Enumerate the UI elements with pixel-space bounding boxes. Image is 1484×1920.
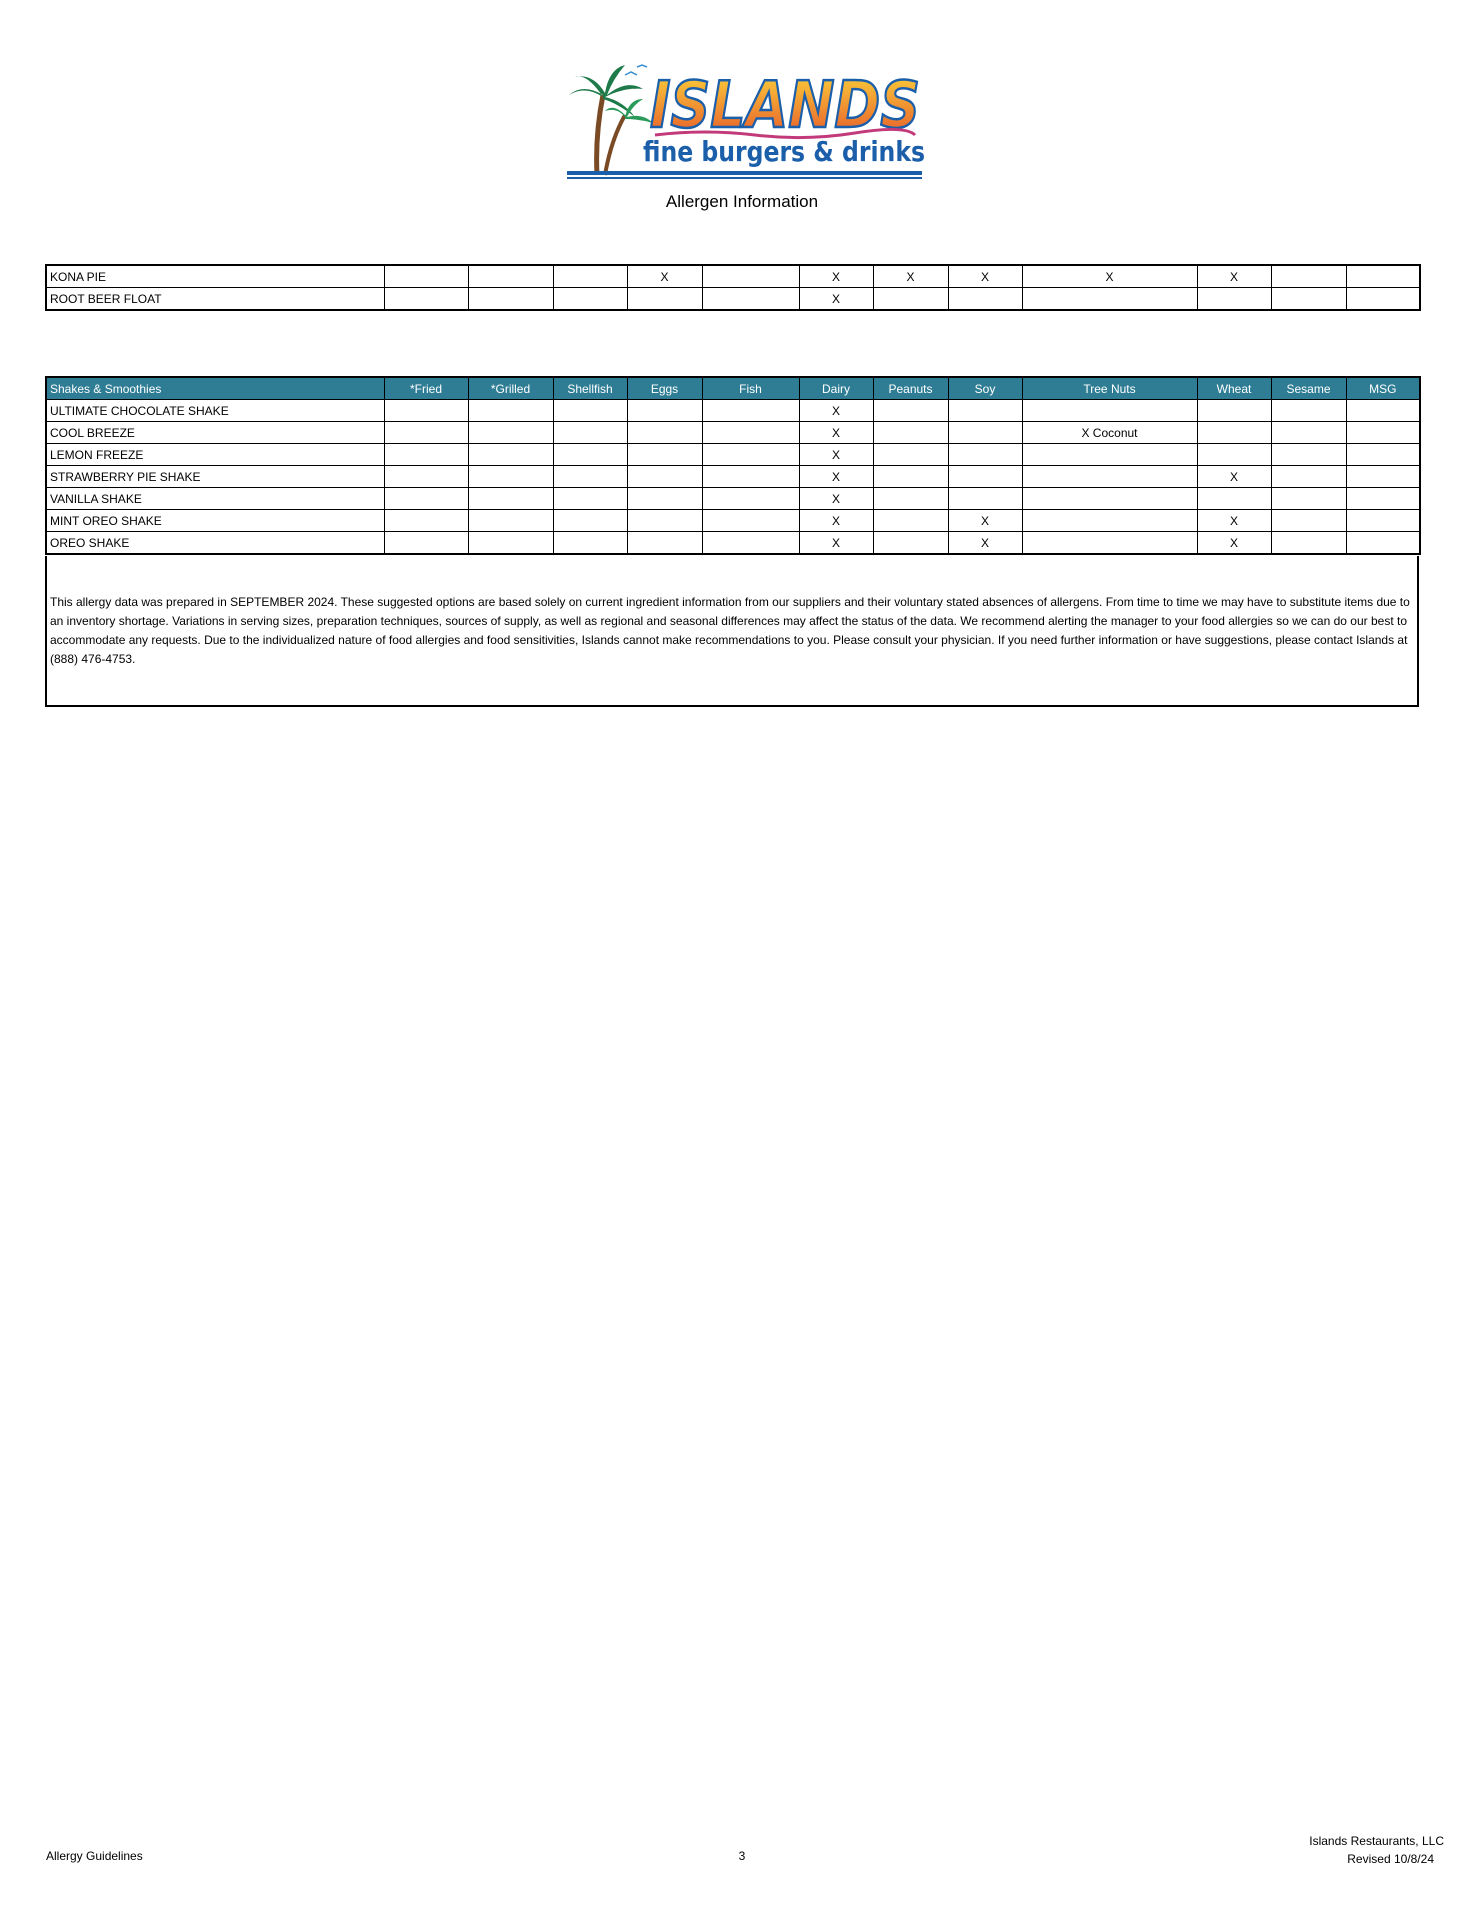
allergen-cell [384, 466, 468, 488]
allergen-cell [1197, 422, 1271, 444]
allergen-cell [553, 466, 627, 488]
svg-text:ISLANDS: ISLANDS [650, 69, 920, 143]
allergen-cell [1022, 510, 1197, 532]
allergen-cell: X [1197, 510, 1271, 532]
column-header: MSG [1346, 377, 1420, 400]
item-name-cell: KONA PIE [46, 265, 384, 288]
item-name-cell: ULTIMATE CHOCOLATE SHAKE [46, 400, 384, 422]
column-header: Shakes & Smoothies [46, 377, 384, 400]
allergen-cell [384, 444, 468, 466]
allergen-cell [1271, 532, 1346, 555]
allergen-cell [384, 422, 468, 444]
allergen-cell [627, 510, 702, 532]
allergen-cell [1346, 444, 1420, 466]
allergen-cell [702, 288, 799, 311]
allergen-cell [553, 422, 627, 444]
item-name-cell: LEMON FREEZE [46, 444, 384, 466]
allergen-cell: X [1022, 265, 1197, 288]
allergen-cell [1022, 488, 1197, 510]
allergen-cell [1271, 288, 1346, 311]
allergen-cell [873, 510, 948, 532]
allergen-cell [384, 288, 468, 311]
column-header: Sesame [1271, 377, 1346, 400]
disclaimer-box [45, 556, 1419, 707]
allergen-cell [384, 488, 468, 510]
item-name-cell: VANILLA SHAKE [46, 488, 384, 510]
dessert-allergen-table [45, 264, 1421, 311]
allergen-cell [873, 488, 948, 510]
allergen-cell [702, 422, 799, 444]
allergen-cell [384, 265, 468, 288]
allergen-cell [468, 532, 553, 555]
item-name-cell: COOL BREEZE [46, 422, 384, 444]
allergen-cell: X [799, 444, 873, 466]
allergen-cell [1346, 422, 1420, 444]
allergen-cell [553, 288, 627, 311]
allergen-cell [873, 444, 948, 466]
allergen-cell: X Coconut [1022, 422, 1197, 444]
allergen-cell [468, 265, 553, 288]
column-header: Dairy [799, 377, 873, 400]
shakes-allergen-table [45, 376, 1421, 555]
allergen-cell [468, 444, 553, 466]
allergen-cell: X [1197, 265, 1271, 288]
allergen-cell [948, 400, 1022, 422]
footer-company-info [1309, 1832, 1444, 1868]
allergen-cell: X [799, 288, 873, 311]
allergen-cell [468, 510, 553, 532]
allergen-cell [627, 400, 702, 422]
allergen-cell [1271, 400, 1346, 422]
allergen-cell [873, 466, 948, 488]
allergen-cell [627, 422, 702, 444]
allergen-cell [553, 400, 627, 422]
allergen-cell [702, 510, 799, 532]
allergen-cell [1271, 488, 1346, 510]
allergen-cell [1271, 422, 1346, 444]
table-row [46, 466, 1420, 488]
table-row [46, 488, 1420, 510]
allergen-cell [627, 532, 702, 555]
allergen-cell [948, 488, 1022, 510]
table-row [46, 288, 1420, 311]
allergen-cell [627, 466, 702, 488]
allergen-cell [873, 422, 948, 444]
allergen-cell [384, 510, 468, 532]
footer-document-name: Allergy Guidelines [46, 1849, 143, 1863]
allergen-cell: X [1197, 532, 1271, 555]
allergen-cell [873, 288, 948, 311]
allergen-cell [1346, 265, 1420, 288]
allergen-cell: X [799, 422, 873, 444]
column-header: *Fried [384, 377, 468, 400]
allergen-cell [873, 532, 948, 555]
allergen-cell [1346, 400, 1420, 422]
allergen-cell: X [799, 510, 873, 532]
column-header: Tree Nuts [1022, 377, 1197, 400]
allergen-cell [948, 444, 1022, 466]
item-name-cell: ROOT BEER FLOAT [46, 288, 384, 311]
allergen-cell [1346, 466, 1420, 488]
allergen-cell [553, 510, 627, 532]
allergen-cell [627, 288, 702, 311]
column-header: Fish [702, 377, 799, 400]
allergen-cell [1197, 444, 1271, 466]
svg-text:fine burgers & drinks: fine burgers & drinks [643, 135, 925, 168]
allergen-cell: X [873, 265, 948, 288]
disclaimer-text: This allergy data was prepared in SEPTEMBER 2024. These suggested options are based solely on current ingredient information from our suppliers and their voluntary stated absences of allergens. From time to time we may have to substitute items due to an inventory shortage. Variations in serving sizes, preparation techniques, sources of supply, as well as regional and seasonal differences may affect the status of the data. We recommend alerting the manager to your food allergies so we can do our best to accommodate any requests. Due to the individualized nature of food allergies and food sensitivities, Islands cannot make recommendations to you. Please consult your physician. If you need further information or have suggestions, please contact Islands at (888) 476-4753. [50, 595, 1410, 666]
item-name-cell: OREO SHAKE [46, 532, 384, 555]
footer-revised: Revised 10/8/24 [1347, 1852, 1434, 1866]
allergen-cell: X [799, 466, 873, 488]
column-header: Wheat [1197, 377, 1271, 400]
allergen-cell [1022, 288, 1197, 311]
allergen-cell: X [799, 265, 873, 288]
allergen-cell [1022, 400, 1197, 422]
allergen-cell [1197, 488, 1271, 510]
allergen-cell: X [627, 265, 702, 288]
allergen-cell [702, 466, 799, 488]
allergen-cell [553, 488, 627, 510]
table-row [46, 422, 1420, 444]
allergen-cell [1271, 466, 1346, 488]
allergen-cell [1346, 510, 1420, 532]
table-row [46, 532, 1420, 555]
allergen-cell [873, 400, 948, 422]
allergen-cell [1271, 444, 1346, 466]
allergen-cell [702, 444, 799, 466]
allergen-cell [1271, 265, 1346, 288]
allergen-cell: X [948, 532, 1022, 555]
allergen-cell: X [948, 510, 1022, 532]
allergen-cell [1022, 532, 1197, 555]
table-row [46, 265, 1420, 288]
allergen-cell [702, 265, 799, 288]
allergen-cell [948, 466, 1022, 488]
table-row [46, 400, 1420, 422]
allergen-cell: X [799, 532, 873, 555]
allergen-cell: X [799, 488, 873, 510]
allergen-cell [1271, 510, 1346, 532]
allergen-cell [468, 422, 553, 444]
allergen-cell [468, 466, 553, 488]
allergen-cell [384, 532, 468, 555]
allergen-cell [553, 444, 627, 466]
allergen-cell: X [948, 265, 1022, 288]
allergen-cell [1022, 466, 1197, 488]
allergen-cell [553, 532, 627, 555]
allergen-cell [384, 400, 468, 422]
allergen-cell [948, 288, 1022, 311]
column-header: Soy [948, 377, 1022, 400]
allergen-cell: X [1197, 466, 1271, 488]
column-header: Peanuts [873, 377, 948, 400]
allergen-cell [468, 288, 553, 311]
islands-logo [565, 55, 930, 185]
footer-page-number: 3 [738, 1849, 746, 1863]
allergen-cell [1022, 444, 1197, 466]
allergen-cell [702, 532, 799, 555]
allergen-cell [702, 400, 799, 422]
palm-tree-icon [569, 65, 653, 175]
item-name-cell: STRAWBERRY PIE SHAKE [46, 466, 384, 488]
allergen-cell [1197, 400, 1271, 422]
allergen-cell [553, 265, 627, 288]
allergen-cell [1197, 288, 1271, 311]
allergen-cell: X [799, 400, 873, 422]
item-name-cell: MINT OREO SHAKE [46, 510, 384, 532]
page-title: Allergen Information [665, 192, 819, 211]
allergen-cell [468, 488, 553, 510]
allergen-cell [1346, 488, 1420, 510]
allergen-cell [468, 400, 553, 422]
table-row [46, 444, 1420, 466]
allergen-cell [1346, 532, 1420, 555]
column-header: *Grilled [468, 377, 553, 400]
footer-company: Islands Restaurants, LLC [1309, 1834, 1444, 1848]
allergen-cell [1346, 288, 1420, 311]
allergen-cell [627, 488, 702, 510]
allergen-cell [702, 488, 799, 510]
allergen-cell [627, 444, 702, 466]
table-row [46, 510, 1420, 532]
column-header: Eggs [627, 377, 702, 400]
column-header: Shellfish [553, 377, 627, 400]
allergen-cell [948, 422, 1022, 444]
